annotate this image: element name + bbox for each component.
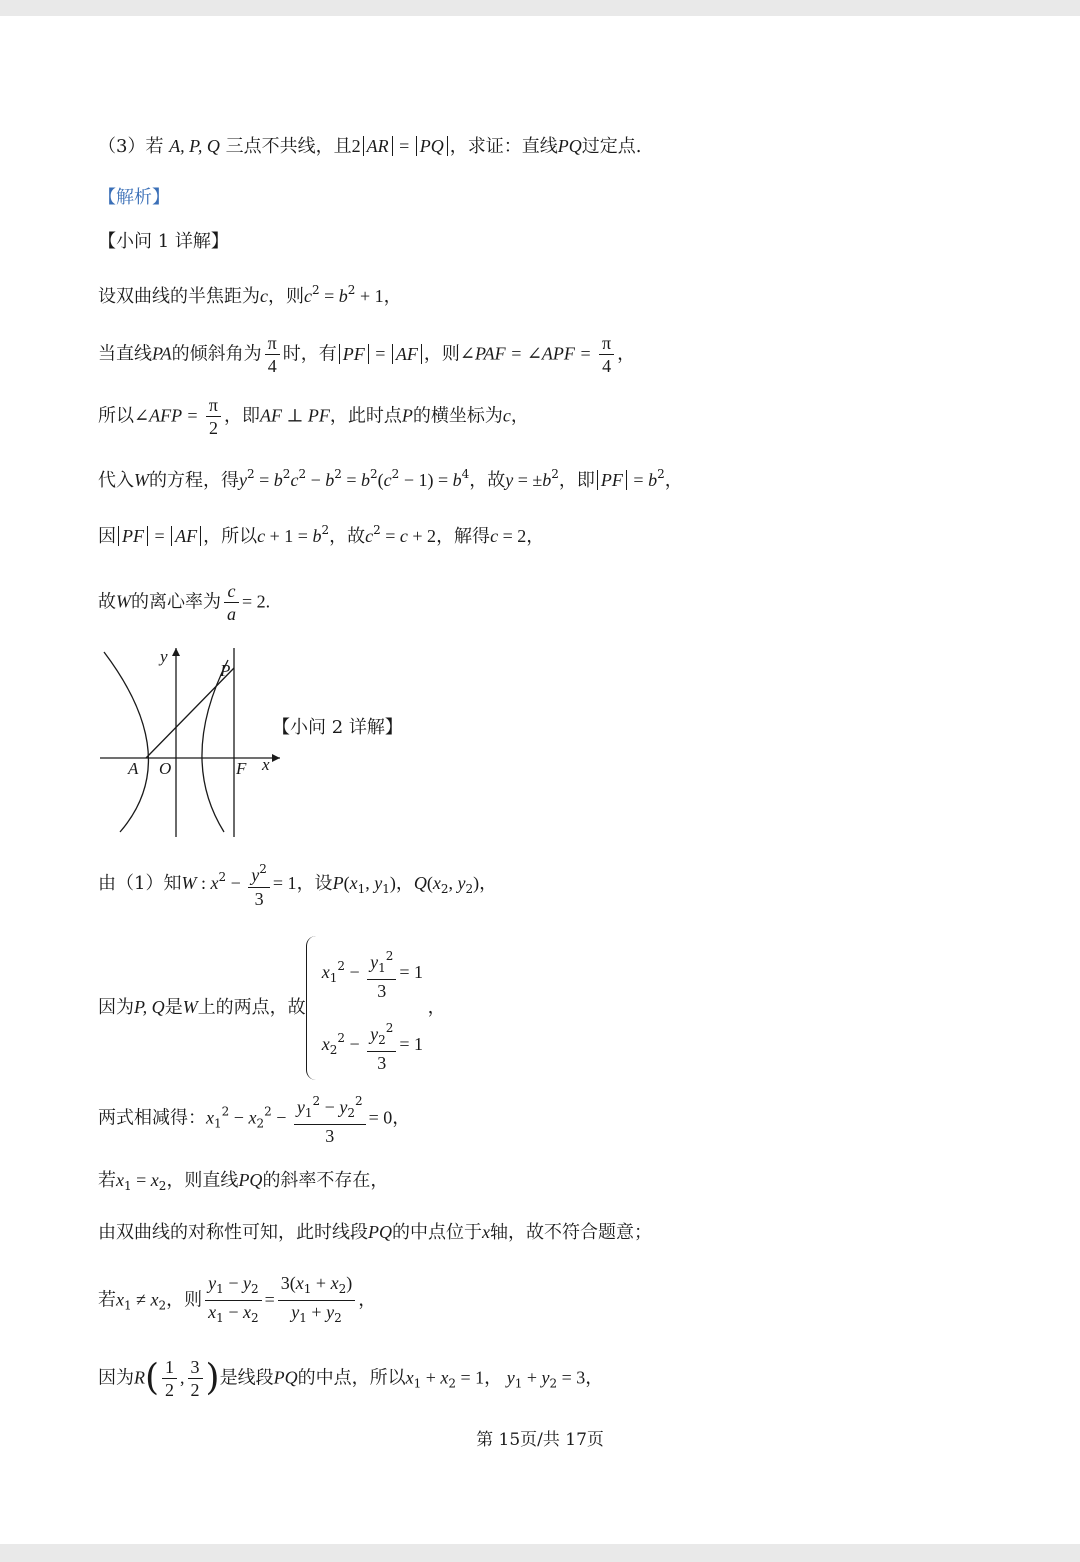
q2-line-5: 由双曲线的对称性可知，此时线段PQ的中点位于x轴，故不符合题意； — [98, 1222, 652, 1243]
q1-line-1: 设双曲线的半焦距为c，则$c^2 = b^2 + 1$， — [98, 283, 402, 307]
q2-line-4: 若$x_1 = x_2$，则直线PQ的斜率不存在， — [98, 1170, 389, 1193]
q1-line-4: 代入W的方程，得$y^2 = b^2c^2 - b^2 = b^2(c^2 - 1) = b^4$，故$y = \pm b^2$，即 PF = $b^2$， — [98, 467, 683, 491]
q1-line-6: 故W的离心率为 $\frac{c}{a}$ = 2. — [98, 581, 271, 624]
fig-label-p: P — [220, 661, 231, 680]
fig-label-o: O — [159, 759, 172, 778]
page-footer: 第 15页/共 17页 — [476, 1430, 604, 1450]
part3-statement: （3）若 A, P, Q 三点不共线，且2 AR = PQ ，求证：直线PQ过定点. — [98, 136, 642, 157]
q2-line-7: 因为R( $\frac{1}{2}$ , $\frac{3}{2}$ )是线段PQ的中点，所以$x_1 + x_2 = 1$， $y_1 + y_2 = 3$， — [98, 1357, 604, 1400]
q1-heading: 【小问 1 详解】 — [98, 231, 229, 252]
fig-label-f: F — [236, 759, 247, 778]
analysis-label: 【解析】 — [98, 187, 170, 208]
q1-line-2: 当直线PA的倾斜角为 $\frac{\pi}{4}$ 时，有 PF = AF ，则∠PAF = ∠APF = $\frac{\pi}{4}$ ， — [98, 333, 636, 376]
fig-label-a: A — [128, 759, 139, 778]
q2-line-1: 由（1）知W : $x^2$ − $\frac{y^2}{3}$ = 1，设$P(x_1$, $y_1$)，$Q(x_2$, $y_2$)， — [98, 858, 497, 910]
q2-heading: 【小问 2 详解】 — [272, 717, 403, 738]
document-page — [0, 16, 1080, 1544]
fig-label-y: y — [160, 647, 168, 666]
q1-line-5: 因 PF = AF ，所以$c + 1 = b^2$，故$c^2 = c + 2$，解得c = 2， — [98, 523, 545, 547]
q1-line-3: 所以∠AFP = $\frac{\pi}{2}$ ，即AF ⊥ PF，此时点P的横坐标为c， — [98, 395, 529, 438]
fig-label-x: x — [262, 755, 270, 774]
q2-line-3: 两式相减得：$x_1^2 - x_2^2$ − $\frac{y_1^2 - y_2^2}{3}$ = 0， — [98, 1090, 410, 1147]
q2-line-2: 因为P, Q是W上的两点，故 $x_1^2$ − $\frac{y_1^2}{3}$ = 1 $x_2^2$ − $\frac{y_2^2}{3}$ = 1 ， — [98, 936, 446, 1080]
q2-line-6: 若$x_1 \ne x_2$，则 $\frac{y_1 - y_2}{x_1 - x_2}$ = $\frac{3(x_1 + x_2)}{y_1 + y_2}$ ， — [98, 1273, 377, 1325]
hyperbola-figure — [96, 632, 286, 842]
